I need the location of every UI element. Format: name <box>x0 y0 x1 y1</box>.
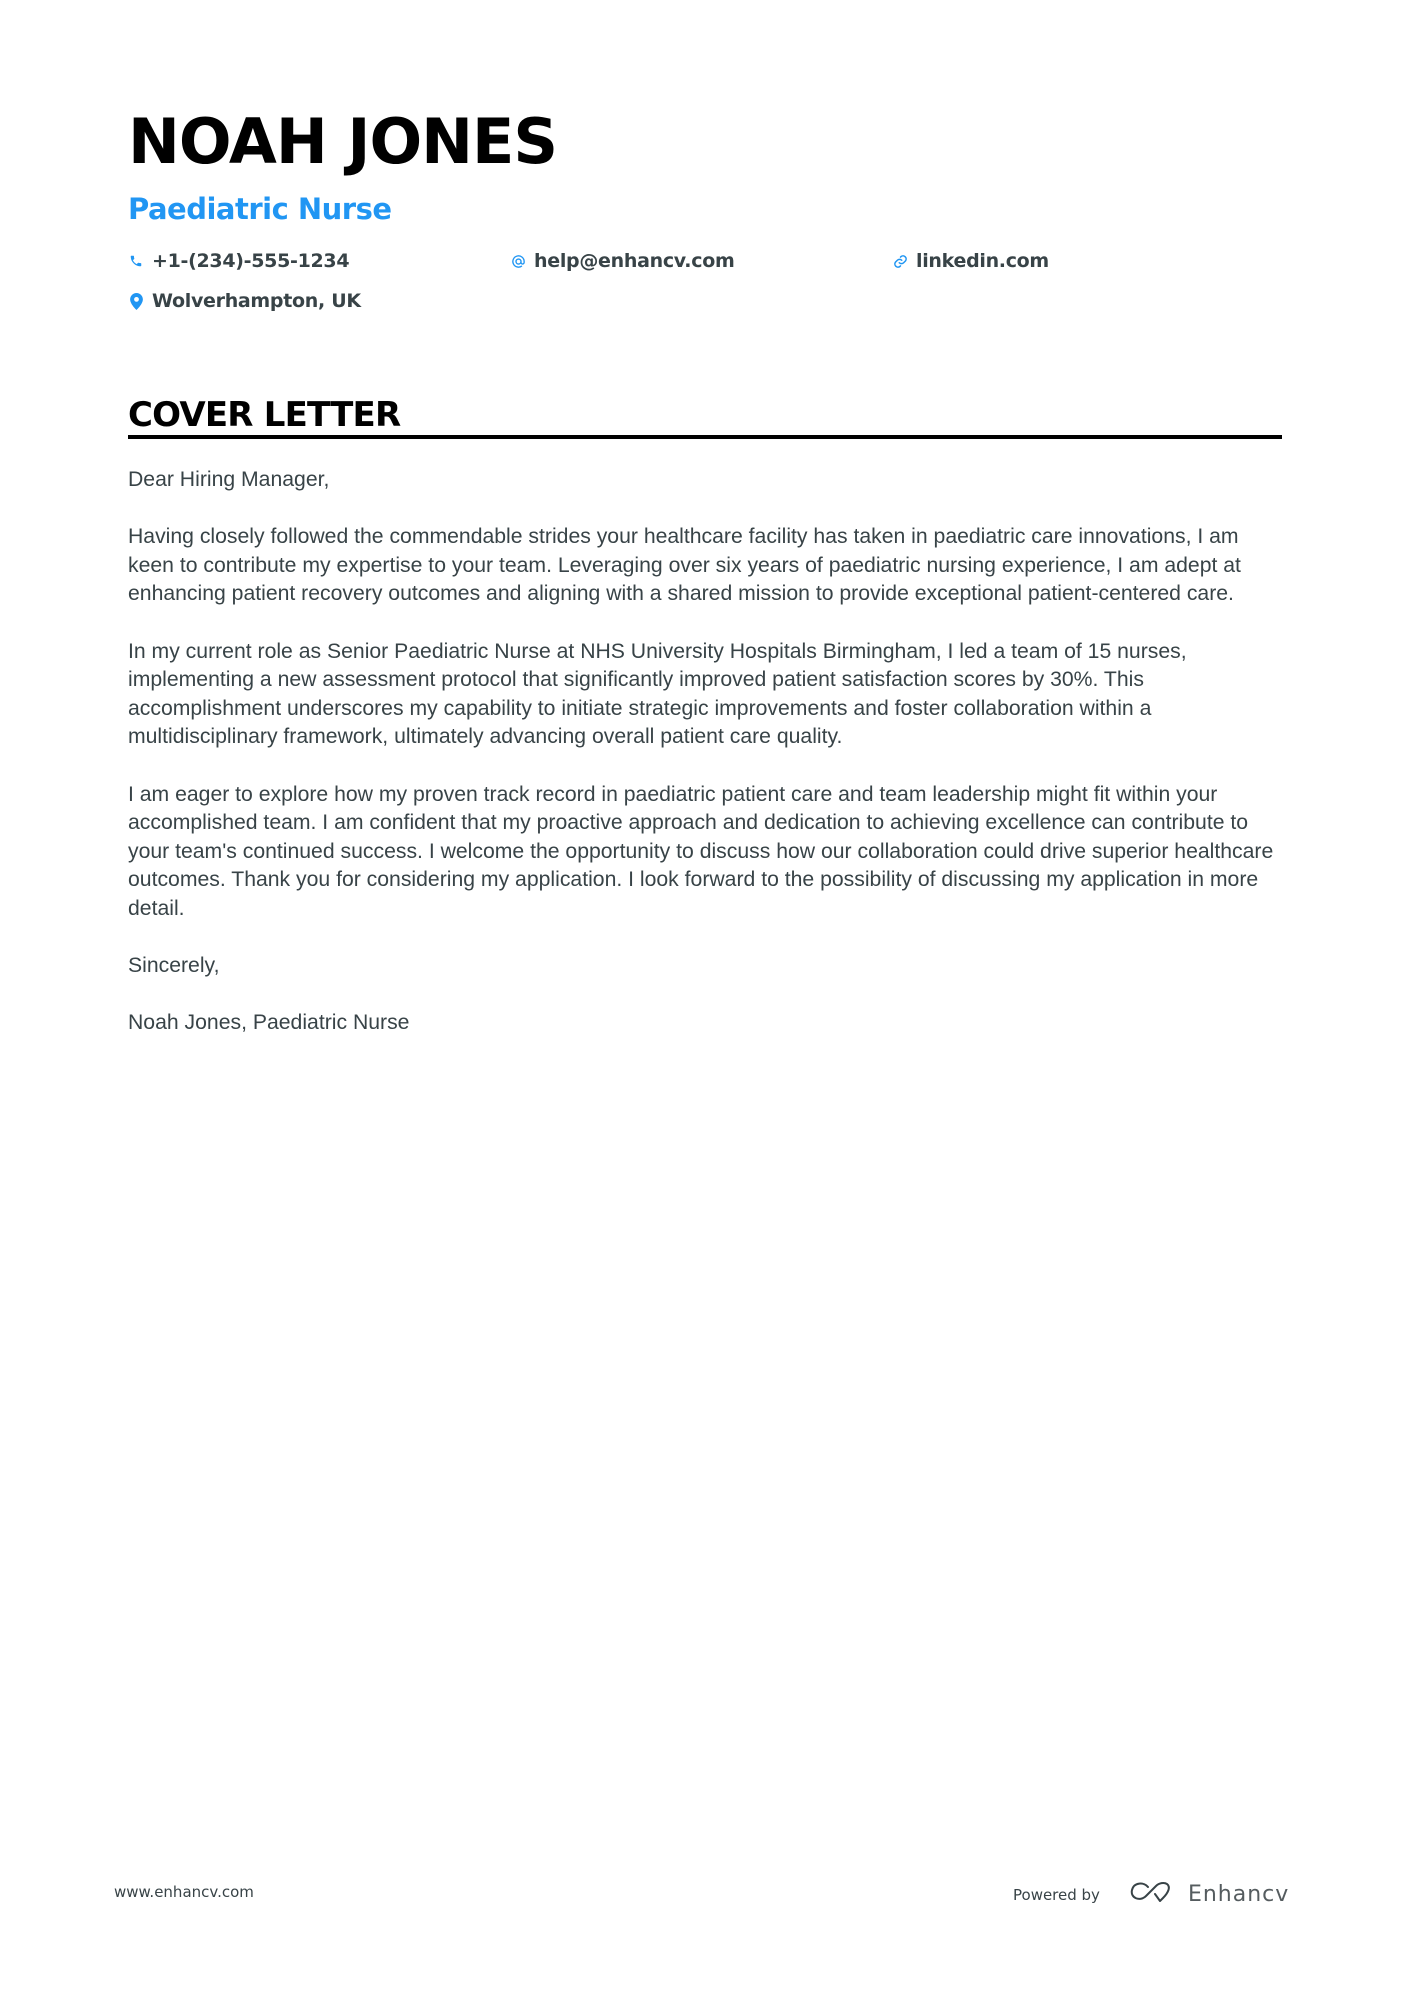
powered-by <box>1013 1880 1289 1909</box>
location: Wolverhampton, UK <box>152 290 361 312</box>
contact-info <box>128 241 1282 321</box>
letter-paragraph: Having closely followed the commendable strides your healthcare facility has taken in paediatric care innovations, I am keen to contribute my expertise to your team. Leveraging over six years of paediatric nursing experience, I am adept at enhancing patient recovery outcomes and aligning with a shared mission to provide exceptional patient-centered care. <box>128 525 1241 606</box>
phone-icon <box>128 252 144 270</box>
contact-email <box>510 250 892 272</box>
enhancv-brand-name: Enhancv <box>1187 1882 1290 1907</box>
enhancv-logo-icon <box>1128 1880 1174 1909</box>
at-icon <box>510 252 526 270</box>
section-divider <box>128 435 1282 439</box>
email-address[interactable]: help@enhancv.com <box>534 250 735 272</box>
letter-paragraph: In my current role as Senior Paediatric Nurse at NHS University Hospitals Birmingham, I led a team of 15 nurses, implementing a new assessment protocol that significantly improved patient satisfaction scores by 30%. This accomplishment underscores my capability to initiate strategic improvements and foster collaboration within a multidisciplinary framework, ultimately advancing overall patient care quality. <box>128 639 1187 749</box>
contact-row-1 <box>128 241 1282 281</box>
letter-greeting: Dear Hiring Manager, <box>128 468 330 491</box>
powered-by-label: Powered by <box>1013 1885 1100 1904</box>
contact-location <box>128 290 510 312</box>
section-title: COVER LETTER <box>128 395 401 435</box>
footer-website[interactable]: www.enhancv.com <box>114 1883 254 1901</box>
letter-paragraph: I am eager to explore how my proven track record in paediatric patient care and team leadership might fit within your accomplished team. I am confident that my proactive approach and dedication to achieving excellence can contribute to your team's continued success. I welcome the opportunity to discuss how our collaboration could drive superior healthcare outcomes. Thank you for considering my application. I look forward to the possibility of discussing my application in more detail. <box>128 782 1274 920</box>
phone-number: +1-(234)-555-1234 <box>152 250 350 272</box>
location-pin-icon <box>128 292 144 310</box>
contact-linkedin <box>892 250 1274 272</box>
letter-signature: Noah Jones, Paediatric Nurse <box>128 1011 410 1035</box>
link-icon <box>892 252 908 270</box>
linkedin-link[interactable]: linkedin.com <box>916 250 1049 272</box>
contact-row-2 <box>128 281 1282 321</box>
letter-closing: Sincerely, <box>128 954 220 978</box>
candidate-name: NOAH JONES <box>128 105 558 178</box>
candidate-title: Paediatric Nurse <box>128 192 392 226</box>
letter-body <box>128 466 1282 1066</box>
contact-phone <box>128 250 510 272</box>
